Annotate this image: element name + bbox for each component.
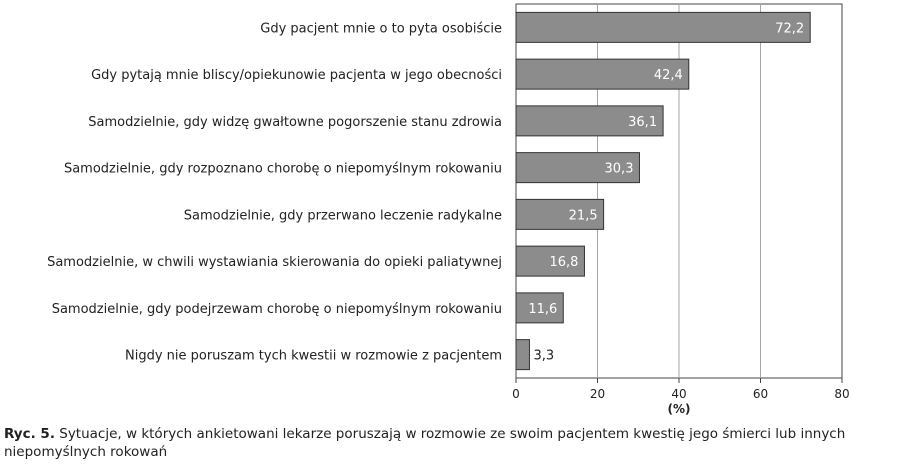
x-tick-label: 0 [512, 387, 520, 401]
category-label: Samodzielnie, w chwili wystawiania skierowania do opieki paliatywnej [47, 255, 502, 271]
category-label: Nigdy nie poruszam tych kwestii w rozmowie z pacjentem [124, 348, 502, 364]
bar [516, 12, 810, 42]
category-labels [47, 21, 502, 363]
category-label: Samodzielnie, gdy rozpoznano chorobę o niepomyślnym rokowaniu [63, 161, 502, 177]
bar-value-label: 21,5 [568, 208, 598, 224]
category-label: Gdy pacjent mnie o to pyta osobiście [260, 21, 502, 37]
figure-caption [4, 425, 899, 461]
category-label: Gdy pytają mnie bliscy/opiekunowie pacjenta w jego obecności [91, 68, 502, 84]
category-label: Samodzielnie, gdy widzę gwałtowne pogorszenie stanu zdrowia [88, 114, 502, 130]
x-axis-title: (%) [667, 402, 691, 416]
caption-prefix: Ryc. 5. [4, 426, 55, 442]
x-tick-label: 80 [834, 387, 850, 401]
bar-value-label: 11,6 [528, 301, 558, 317]
x-tick-label: 60 [752, 387, 769, 401]
category-label: Samodzielnie, gdy podejrzewam chorobę o niepomyślnym rokowaniu [51, 301, 502, 317]
bar-value-label: 72,2 [775, 21, 805, 37]
bars [516, 12, 810, 369]
category-label: Samodzielnie, gdy przerwano leczenie radykalne [183, 208, 502, 224]
bar-value-label: 36,1 [628, 114, 658, 130]
bar-value-label: 16,8 [549, 255, 579, 271]
bar-value-label: 42,4 [653, 68, 683, 84]
x-tick-label: 40 [671, 387, 687, 401]
caption-text: Sytuacje, w których ankietowani lekarze poruszają w rozmowie ze swoim pacjentem kwestię jego śmierci lub innych niepomyślnych rokowań [4, 426, 846, 460]
x-tick-label: 20 [589, 387, 606, 401]
bar-value-label: 30,3 [604, 161, 634, 177]
bar-value-label: 3,3 [533, 348, 555, 364]
x-axis [512, 378, 849, 401]
bar [516, 340, 529, 370]
